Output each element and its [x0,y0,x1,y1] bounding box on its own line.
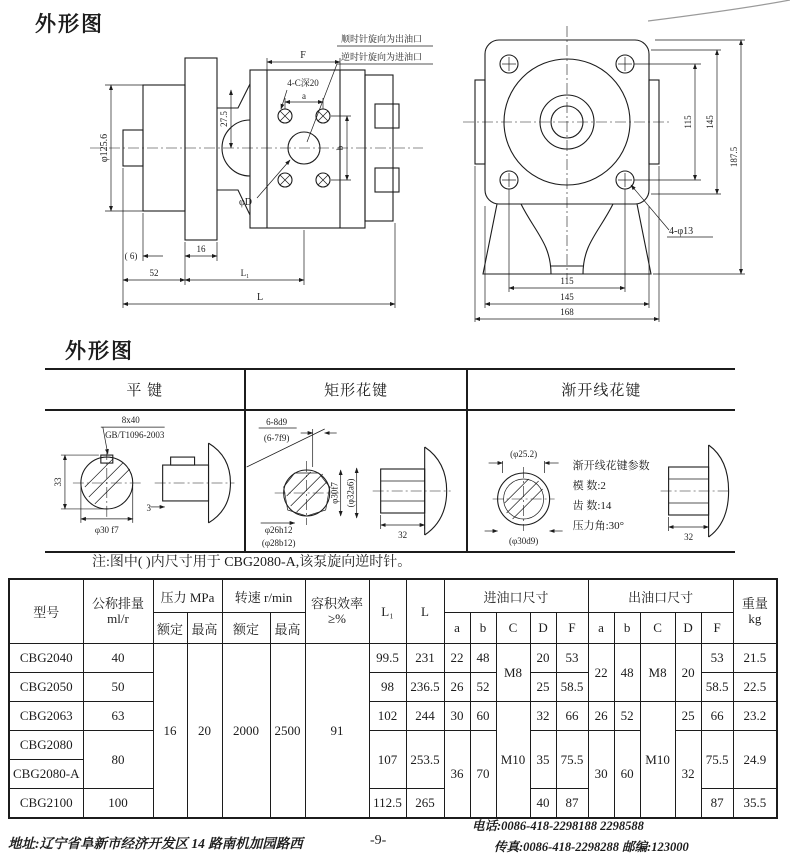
rect-spline-minor-alt: (φ28b12) [262,538,296,548]
rect-spline-length: 32 [398,530,408,540]
spec-row-cbg2063: CBG2063 63 102 244 30 60 M10 32 66 26 52 M10 25 66 23.2 [9,702,777,731]
page-curl-artifact [648,0,790,24]
section-title-outline-1: 外形图 [35,12,104,36]
flat-key-height: 33 [52,477,63,487]
header-outlet-D: D [675,613,701,644]
page-number: -9- [370,833,387,848]
involute-spline-drawing [466,411,735,551]
dim-h145: 145 [560,292,574,302]
rotation-note-line1: 顺时针旋向为出油口 [341,34,423,44]
header-inlet-b: b [470,613,496,644]
rect-spline-drawing [244,411,465,551]
spec-row-cbg2050: CBG2050 50 98 236.5 26 52 25 58.5 58.5 22.5 [9,673,777,702]
rotation-note-line2: 逆时针旋向为进油口 [341,52,423,62]
rect-spline-minor: φ26h12 [265,525,293,535]
key-header-flat: 平 键 [126,383,164,399]
header-inlet-a: a [444,613,470,644]
section-title-outline-2: 外形图 [65,339,134,363]
model-cell: CBG2080 [9,731,83,760]
dim-F: F [300,50,306,61]
dim-v145: 145 [705,115,715,129]
drawing-note: 注:图中( )内尺寸用于 CBG2080-A,该泵旋向逆时针。 [92,555,412,570]
header-L1: L₁ [369,579,406,644]
key-header-involute-spline: 渐开线花键 [466,370,735,409]
model-cell: CBG2080-A [9,760,83,789]
inv-spline-length: 32 [683,532,693,542]
header-outlet-C: C [640,613,675,644]
dim-port-diameter: φD [239,197,252,208]
rect-spline-major-alt: (φ32a6) [346,478,357,508]
flat-key-drawing [45,411,244,551]
header-pressure: 压力 MPa [153,579,222,613]
header-inlet-C: C [496,613,530,644]
rect-spline-spec: 6-8d9 [266,417,288,427]
dim-L: L [256,292,264,303]
header-pressure-rated: 额定 [153,613,187,644]
inv-spline-pitch: (φ25.2) [509,449,537,459]
dim-h115: 115 [560,276,574,286]
pump-side-view-drawing [35,28,455,318]
header-efficiency: 容积效率 ≥% [305,579,369,644]
dim-52: 52 [149,268,159,278]
rect-spline-major: φ30f7 [330,482,341,504]
header-inlet-D: D [530,613,556,644]
header-outlet: 出油口尺寸 [588,579,733,613]
model-cell: CBG2100 [9,789,83,819]
spec-row-cbg2040: CBG2040 40 16 20 2000 2500 91 99.5 231 22 48 M8 20 53 22 48 M8 20 53 21.5 [9,644,777,673]
model-cell: CBG2040 [9,644,83,673]
header-speed: 转速 r/min [222,579,305,613]
mounting-flange [185,58,217,240]
header-model: 型号 [9,579,83,644]
key-table-header [45,368,735,411]
inv-spline-module: 模 数:2 [572,480,606,492]
flat-key-size: 8x40 [121,415,140,426]
inv-spline-major: (φ30d9) [508,536,538,546]
dim-a: a [302,91,306,101]
footer-contact [472,816,689,859]
model-cell: CBG2050 [9,673,83,702]
header-inlet: 进油口尺寸 [444,579,588,613]
spec-row-cbg2080: CBG2080 80 107 253.5 36 70 35 75.5 30 60 32 75.5 24.9 [9,731,777,760]
header-outlet-b: b [614,613,640,644]
key-header-rect-spline: 矩形花键 [244,370,465,409]
header-L: L [406,579,444,644]
involute-spline-parameters [572,458,649,532]
header-speed-max: 最高 [270,613,305,644]
model-cell: CBG2063 [9,702,83,731]
dim-v115: 115 [683,115,693,129]
dim-diameter: φ125.6 [99,133,110,163]
flat-key-shaft-dia: φ30 f7 [94,524,119,535]
footer-fax: 传真:0086-418-2298288 邮编:123000 [494,840,689,855]
inv-spline-teeth: 齿 数:14 [572,500,612,512]
rect-spline-spec-alt: (6-7f9) [264,433,290,443]
dim-v1875: 187.5 [729,146,739,168]
dim-bolt-holes: 4-φ13 [669,226,694,237]
dim-h168: 168 [560,307,574,317]
header-speed-rated: 额定 [222,613,270,644]
header-pressure-max: 最高 [187,613,222,644]
flat-key-standard: GB/T1096-2003 [105,430,165,441]
inv-spline-params-title: 渐开线花键参数 [572,460,650,472]
inv-spline-pressure-angle: 压力角:30° [572,520,624,532]
dim-L1: L₁ [240,268,250,278]
spec-header-row-1 [9,579,777,613]
dim-b: b [335,145,345,151]
footer-address: 地址:辽宁省阜新市经济开发区 14 路南机加园路西 [8,836,303,851]
key-table-body [45,411,735,553]
pump-front-view-drawing [455,22,767,324]
dim-offset: 27.5 [219,111,229,127]
spec-row-cbg2100: CBG2100 100 112.5 265 40 87 87 35.5 [9,789,777,819]
dim-ports: 4-C深20 [287,78,319,88]
shaft-key-table [45,368,735,553]
header-displacement: 公称排量 ml/r [83,579,153,644]
header-outlet-a: a [588,613,614,644]
footer-phone: 电话:0086-418-2298188 2298588 [472,819,644,833]
dim-gap6: ( 6) [124,251,138,261]
spec-table [8,578,778,819]
header-outlet-F: F [701,613,733,644]
flat-key-width: 3 [146,502,151,513]
header-weight: 重量 kg [733,579,777,644]
dim-16: 16 [196,244,206,254]
header-inlet-F: F [556,613,588,644]
